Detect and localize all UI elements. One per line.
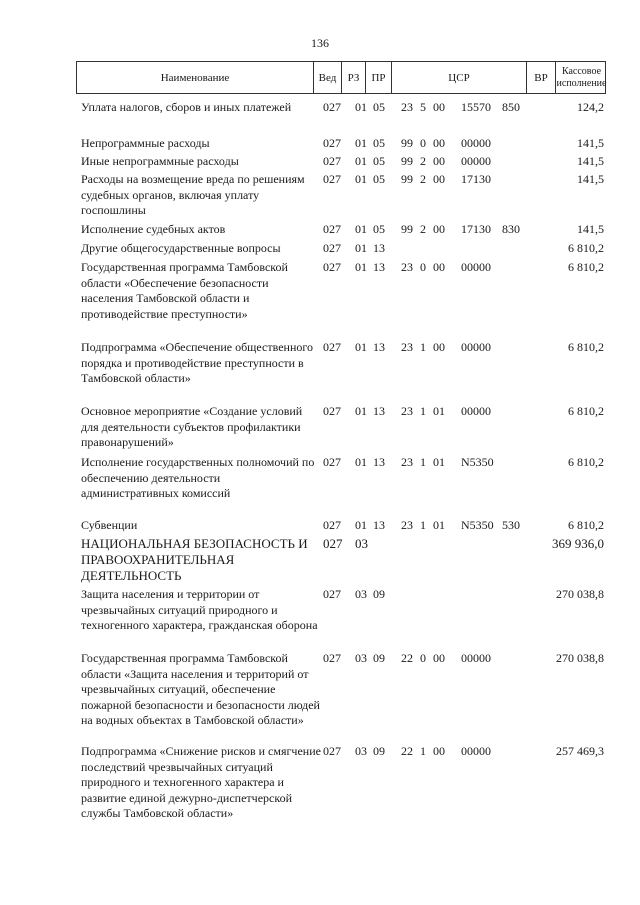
row-pr: 05 (373, 222, 385, 236)
row-csr-subprogram: 1 (420, 455, 426, 469)
row-rz: 01 (355, 172, 367, 186)
row-csr-event: 00 (433, 136, 445, 150)
row-csr-event: 00 (433, 154, 445, 168)
row-csr-program: 23 (401, 455, 413, 469)
row-pr: 09 (373, 651, 385, 665)
row-name: НАЦИОНАЛЬНАЯ БЕЗОПАСНОСТЬ И ПРАВООХРАНИТЕЛЬНАЯ ДЕЯТЕЛЬНОСТЬ (81, 536, 308, 583)
row-pr: 13 (373, 404, 385, 418)
row-amount: 6 810,2 (568, 455, 604, 469)
row-rz: 03 (355, 536, 368, 551)
row-csr-event: 00 (433, 340, 445, 354)
row-amount: 6 810,2 (568, 241, 604, 255)
row-pr: 09 (373, 744, 385, 758)
row-csr-program: 23 (401, 404, 413, 418)
row-csr-subprogram: 0 (420, 136, 426, 150)
header-pr: ПР (365, 62, 391, 93)
row-csr-subprogram: 2 (420, 154, 426, 168)
row-csr-program: 99 (401, 136, 413, 150)
row-csr-direction: 15570 (461, 100, 491, 114)
row-csr-program: 22 (401, 744, 413, 758)
row-pr: 05 (373, 172, 385, 186)
row-csr-direction: 17130 (461, 172, 491, 186)
row-csr-subprogram: 0 (420, 260, 426, 274)
row-csr-subprogram: 1 (420, 404, 426, 418)
row-ved: 027 (323, 518, 341, 532)
table-header (76, 61, 606, 94)
row-name: Подпрограмма «Обеспечение общественного порядка и противодействие преступности в Тамбовской области» (81, 340, 314, 385)
row-rz: 01 (355, 404, 367, 418)
row-rz: 03 (355, 587, 367, 601)
row-pr: 13 (373, 518, 385, 532)
row-csr-program: 99 (401, 154, 413, 168)
header-vr: ВР (526, 62, 555, 93)
row-ved: 027 (323, 100, 341, 114)
row-csr-event: 00 (433, 651, 445, 665)
row-amount: 257 469,3 (556, 744, 604, 758)
row-name: Государственная программа Тамбовской области «Обеспечение безопасности населения Тамбовской области и противодействие преступности» (81, 260, 288, 321)
row-rz: 01 (355, 154, 367, 168)
row-csr-subprogram: 0 (420, 651, 426, 665)
header-csr: ЦСР (391, 62, 526, 93)
row-amount: 270 038,8 (556, 651, 604, 665)
row-amount: 141,5 (577, 154, 604, 168)
row-csr-program: 99 (401, 222, 413, 236)
row-rz: 01 (355, 260, 367, 274)
row-name: Субвенции (81, 518, 138, 532)
row-csr-direction: 00000 (461, 651, 491, 665)
row-csr-direction: 00000 (461, 154, 491, 168)
row-pr: 09 (373, 587, 385, 601)
row-csr-direction: N5350 (461, 518, 494, 532)
row-csr-subprogram: 1 (420, 518, 426, 532)
row-name: Подпрограмма «Снижение рисков и смягчение последствий чрезвычайных ситуаций природного и техногенного характера и развитие единой дежурно-диспетчерской службы Тамбовской области» (81, 744, 321, 820)
row-name: Другие общегосударственные вопросы (81, 241, 281, 255)
row-ved: 027 (323, 260, 341, 274)
row-rz: 03 (355, 744, 367, 758)
row-ved: 027 (323, 241, 341, 255)
row-pr: 13 (373, 241, 385, 255)
header-rz: РЗ (341, 62, 365, 93)
row-rz: 03 (355, 651, 367, 665)
row-csr-program: 22 (401, 651, 413, 665)
row-csr-subprogram: 2 (420, 222, 426, 236)
row-csr-subprogram: 5 (420, 100, 426, 114)
row-name: Исполнение судебных актов (81, 222, 226, 236)
row-csr-event: 00 (433, 744, 445, 758)
row-ved: 027 (323, 154, 341, 168)
page-number: 136 (311, 36, 329, 50)
row-ved: 027 (323, 651, 341, 665)
row-pr: 13 (373, 340, 385, 354)
row-csr-program: 23 (401, 100, 413, 114)
row-vr: 830 (502, 222, 520, 236)
header-kassovoe: Кассовое исполнение (555, 62, 607, 93)
row-csr-direction: 00000 (461, 340, 491, 354)
row-csr-direction: 00000 (461, 136, 491, 150)
row-ved: 027 (323, 222, 341, 236)
row-name: Уплата налогов, сборов и иных платежей (81, 100, 292, 114)
row-amount: 6 810,2 (568, 340, 604, 354)
row-csr-event: 01 (433, 404, 445, 418)
row-name: Расходы на возмещение вреда по решениям судебных органов, включая уплату госпошлины (81, 172, 305, 217)
row-name: Основное мероприятие «Создание условий для деятельности субъектов профилактики правонарушений» (81, 404, 303, 449)
row-pr: 13 (373, 455, 385, 469)
row-amount: 6 810,2 (568, 518, 604, 532)
row-pr: 05 (373, 100, 385, 114)
row-ved: 027 (323, 404, 341, 418)
row-amount: 141,5 (577, 222, 604, 236)
row-name: Иные непрограммные расходы (81, 154, 239, 168)
row-rz: 01 (355, 136, 367, 150)
header-name: Наименование (160, 71, 230, 84)
row-amount: 369 936,0 (552, 536, 604, 551)
header-ved: Вед (313, 62, 341, 93)
row-rz: 01 (355, 100, 367, 114)
row-ved: 027 (323, 744, 341, 758)
row-csr-direction: 00000 (461, 260, 491, 274)
row-rz: 01 (355, 455, 367, 469)
row-pr: 13 (373, 260, 385, 274)
row-rz: 01 (355, 340, 367, 354)
row-csr-subprogram: 1 (420, 340, 426, 354)
row-ved: 027 (323, 587, 341, 601)
row-csr-program: 23 (401, 340, 413, 354)
row-csr-event: 00 (433, 222, 445, 236)
row-rz: 01 (355, 518, 367, 532)
row-csr-program: 23 (401, 260, 413, 274)
row-csr-event: 00 (433, 100, 445, 114)
row-ved: 027 (323, 136, 341, 150)
row-amount: 124,2 (577, 100, 604, 114)
row-name: Непрограммные расходы (81, 136, 210, 150)
row-vr: 530 (502, 518, 520, 532)
row-csr-event: 00 (433, 172, 445, 186)
row-ved: 027 (323, 340, 341, 354)
row-pr: 05 (373, 154, 385, 168)
row-csr-direction: 00000 (461, 404, 491, 418)
row-ved: 027 (323, 172, 341, 186)
row-csr-event: 01 (433, 518, 445, 532)
row-pr: 05 (373, 136, 385, 150)
row-csr-program: 23 (401, 518, 413, 532)
row-csr-event: 01 (433, 455, 445, 469)
row-amount: 141,5 (577, 136, 604, 150)
row-csr-program: 99 (401, 172, 413, 186)
row-csr-direction: N5350 (461, 455, 494, 469)
row-name: Защита населения и территории от чрезвычайных ситуаций природного и техногенного характера, гражданская оборона (81, 587, 318, 632)
row-csr-direction: 00000 (461, 744, 491, 758)
row-amount: 141,5 (577, 172, 604, 186)
row-ved: 027 (323, 536, 343, 551)
row-ved: 027 (323, 455, 341, 469)
row-csr-subprogram: 2 (420, 172, 426, 186)
row-amount: 270 038,8 (556, 587, 604, 601)
row-amount: 6 810,2 (568, 260, 604, 274)
row-rz: 01 (355, 241, 367, 255)
row-name: Исполнение государственных полномочий по обеспечению деятельности административных комиссий (81, 455, 315, 500)
row-rz: 01 (355, 222, 367, 236)
row-csr-subprogram: 1 (420, 744, 426, 758)
row-amount: 6 810,2 (568, 404, 604, 418)
row-vr: 850 (502, 100, 520, 114)
row-csr-direction: 17130 (461, 222, 491, 236)
row-name: Государственная программа Тамбовской области «Защита населения и территорий от чрезвычайных ситуаций, обеспечение пожарной безопасности и безопасности людей на водных объектах в Тамбовской области» (81, 651, 320, 727)
row-csr-event: 00 (433, 260, 445, 274)
